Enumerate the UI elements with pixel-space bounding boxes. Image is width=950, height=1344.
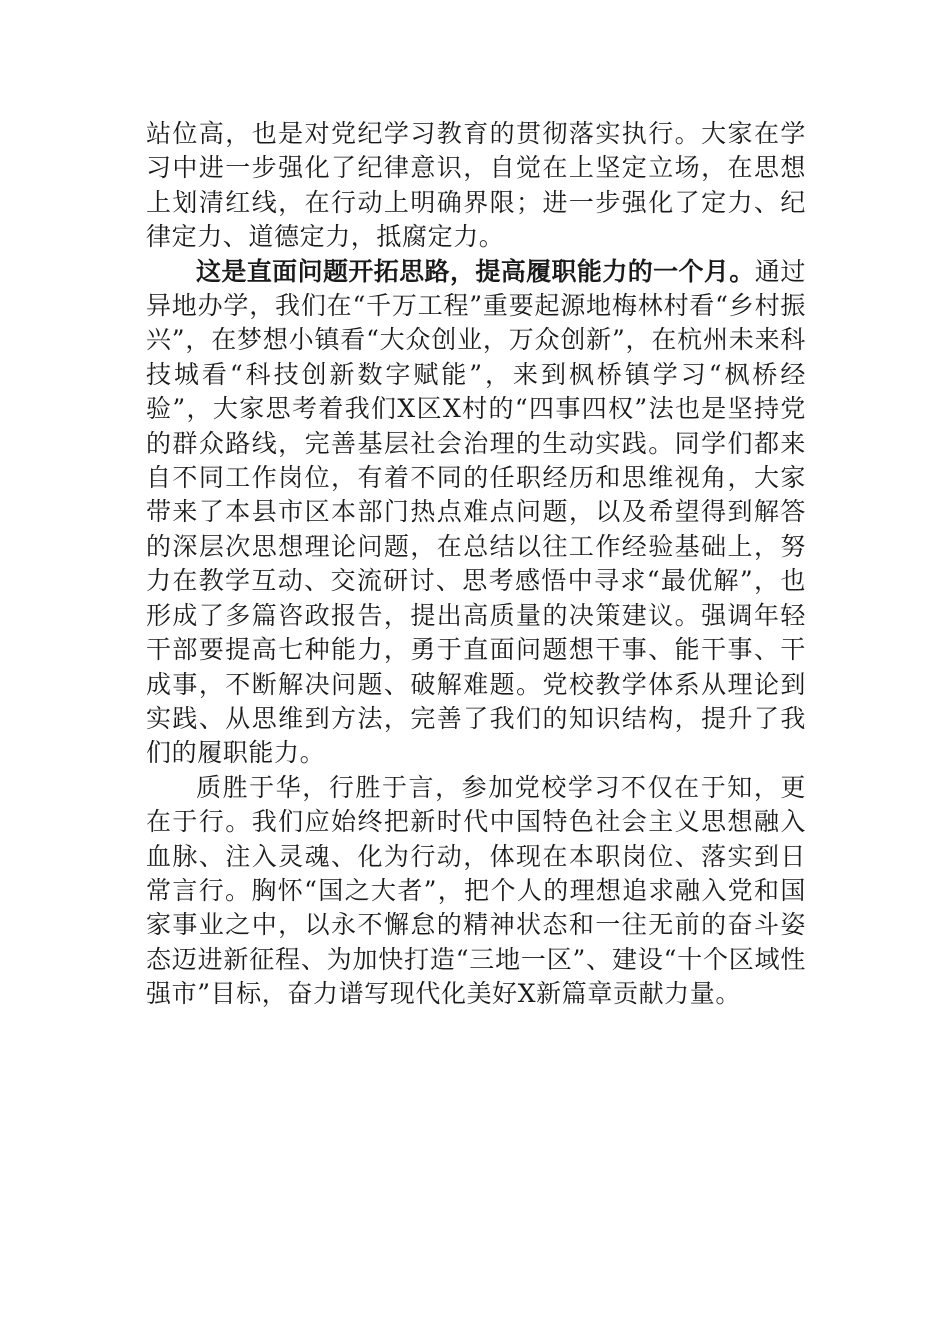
paragraph-capability — [146, 255, 806, 771]
paragraph-action — [146, 771, 806, 1012]
paragraph-text: 通过异地办学，我们在“千万工程”重要起源地梅林村看“乡村振兴”，在梦想小镇看“大众创业，万众创新”，在杭州未来科技城看“科技创新数字赋能”，来到枫桥镇学习“枫桥经验”，大家思考着我们X区X村的“四事四权”法也是坚持党的群众路线，完善基层社会治理的生动实践。同学们都来自不同工作岗位，有着不同的任职经历和思维视角，大家带来了本县市区本部门热点难点问题，以及希望得到解答的深层次思想理论问题，在总结以往工作经验基础上，努力在教学互动、交流研讨、思考感悟中寻求“最优解”，也形成了多篇咨政报告，提出高质量的决策建议。强调年轻干部要提高七种能力，勇于直面问题想干事、能干事、干成事，不断解决问题、破解难题。党校教学体系从理论到实践、从思维到方法，完善了我们的知识结构，提升了我们的履职能力。 — [146, 256, 806, 768]
document-body — [146, 117, 806, 1012]
paragraph-lead-heading: 这是直面问题开拓思路，提高履职能力的一个月。 — [196, 256, 755, 286]
paragraph-discipline — [146, 117, 806, 255]
paragraph-text: 质胜于华，行胜于言，参加党校学习不仅在于知，更在于行。我们应始终把新时代中国特色社会主义思想融入血脉、注入灵魂、化为行动，体现在本职岗位、落实到日常言行。胸怀“国之大者”，把个人的理想追求融入党和国家事业之中，以永不懈怠的精神状态和一往无前的奋斗姿态迈进新征程、为加快打造“三地一区”、建设“十个区域性强市”目标，奋力谱写现代化美好X新篇章贡献力量。 — [146, 772, 806, 1009]
paragraph-text: 站位高，也是对党纪学习教育的贯彻落实执行。大家在学习中进一步强化了纪律意识，自觉在上坚定立场，在思想上划清红线，在行动上明确界限；进一步强化了定力、纪律定力、道德定力，抵腐定力。 — [146, 119, 806, 252]
